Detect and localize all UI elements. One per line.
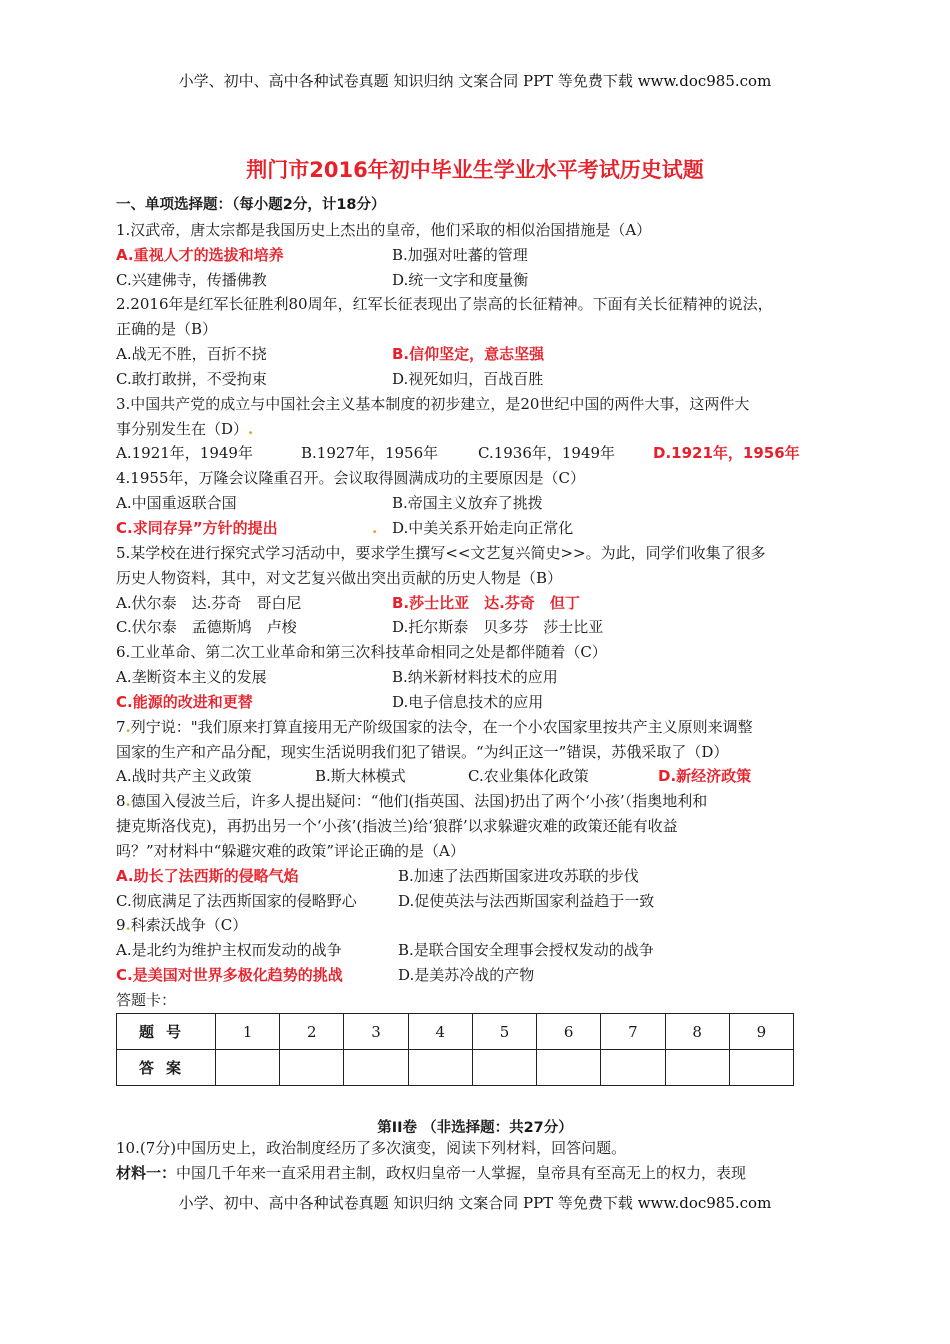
part-two-heading: 第II卷 （非选择题：共27分） (377, 1120, 573, 1136)
answer-card-number: 3 (344, 1014, 408, 1050)
option-4a: A.中国重返联合国 (116, 494, 237, 513)
option-8b: B.加速了法西斯国家进攻苏联的步伐 (398, 866, 639, 885)
question-3-options (116, 441, 836, 466)
question-7-options (116, 764, 836, 789)
option-1b: B.加强对吐蕃的管理 (392, 245, 528, 264)
page-footer: 小学、初中、高中各种试卷真题 知识归纳 文案合同 PPT 等免费下载 www.doc985.com (178, 1194, 772, 1212)
question-5-options-ab (116, 591, 836, 616)
question-2-options-ab (116, 342, 836, 367)
question-8-stem-end: 吗？”对材料中“躲避灾难的政策”评论正确的是（A） (116, 841, 465, 860)
answer-cell[interactable] (216, 1050, 280, 1086)
answer-card-number: 2 (280, 1014, 344, 1050)
material-label: 材料一： (116, 1163, 177, 1182)
question-2-options-cd (116, 367, 836, 392)
option-4b: B.帝国主义放弃了挑拨 (392, 494, 543, 513)
option-6d: D.电子信息技术的应用 (392, 692, 544, 711)
question-10-material (116, 1161, 846, 1186)
option-2c: C.敢打敢拼，不受拘束 (116, 369, 267, 388)
exam-title: 荆门市2016年初中毕业生学业水平考试历史试题 (246, 158, 704, 182)
option-1a: A.重视人才的选拔和培养 (116, 245, 284, 264)
option-6b: B.纳米新材料技术的应用 (392, 668, 558, 687)
option-1d: D.统一文字和度量衡 (392, 270, 529, 289)
option-7a: A.战时共产主义政策 (116, 767, 252, 786)
answer-cell[interactable] (408, 1050, 472, 1086)
option-2b: B.信仰坚定，意志坚强 (392, 345, 545, 364)
option-5a: A.伏尔泰 达.芬奇 哥白尼 (116, 593, 302, 612)
answer-card-table (116, 1013, 794, 1086)
option-1c: C.兴建佛寺，传播佛教 (116, 270, 267, 289)
question-7-stem-cont: 国家的生产和产品分配，现实生活说明我们犯了错误。“为纠正这一”错误，苏俄采取了（D） (116, 742, 729, 761)
mark-dot-icon: . (248, 419, 254, 438)
answer-card-answer-header: 答案 (117, 1050, 216, 1086)
question-8-stem-cont: 捷克斯洛伐克)，再扔出另一个‘小孩’(指波兰)给‘狼群’以求躲避灾难的政策还能有收益 (116, 817, 678, 836)
question-6-options-cd (116, 690, 836, 715)
question-4-options-cd (116, 516, 836, 541)
answer-card-number: 7 (601, 1014, 665, 1050)
question-3-stem-cont (116, 417, 836, 442)
answer-cell[interactable] (537, 1050, 601, 1086)
answer-cell[interactable] (601, 1050, 665, 1086)
option-3a: A.1921年，1949年 (116, 444, 253, 463)
question-5-stem: 5.某学校在进行探究式学习活动中，要求学生撰写<<文艺复兴简史>>。为此，同学们收集了很多 (116, 543, 766, 562)
section-one (116, 193, 836, 1013)
mark-dot-icon: . (125, 916, 131, 935)
question-3-stem-text: 事分别发生在（D） (116, 419, 249, 438)
question-7-stem (116, 715, 836, 740)
question-9-options-cd (116, 963, 836, 988)
option-5c: C.伏尔泰 孟德斯鸠 卢梭 (116, 618, 297, 637)
answer-card-number: 1 (216, 1014, 280, 1050)
option-3d: D.1921年，1956年 (653, 444, 800, 463)
question-7-text: 列宁说："我们原来打算直接用无产阶级国家的法令，在一个小农国家里按共产主义原则来调整 (130, 717, 753, 736)
question-5-options-cd (116, 615, 836, 640)
option-8a: A.助长了法西斯的侵略气焰 (116, 866, 299, 885)
answer-card-number: 4 (408, 1014, 472, 1050)
answer-card-number-header: 题号 (117, 1014, 216, 1050)
question-10 (116, 1136, 846, 1186)
option-4d: D.中美关系开始走向正常化 (392, 518, 574, 537)
question-9-stem (116, 913, 836, 938)
option-9c: C.是美国对世界多极化趋势的挑战 (116, 966, 343, 985)
mark-dot-icon: . (125, 792, 131, 811)
option-6a: A.垄断资本主义的发展 (116, 668, 267, 687)
question-2-stem: 2.2016年是红军长征胜利80周年，红军长征表现出了崇高的长征精神。下面有关长征精神的说法， (116, 295, 773, 314)
question-1-options-ab (116, 243, 836, 268)
question-2-stem-cont: 正确的是（B） (116, 320, 218, 339)
option-8d: D.促使英法与法西斯国家利益趋于一致 (398, 891, 655, 910)
question-7-number: 7 (116, 717, 126, 736)
question-6-stem: 6.工业革命、第二次工业革命和第三次科技革命相同之处是都伴随着（C） (116, 643, 607, 662)
answer-card-number: 5 (472, 1014, 536, 1050)
option-8c: C.彻底满足了法西斯国家的侵略野心 (116, 891, 357, 910)
answer-card-number-row (117, 1014, 794, 1050)
option-7d: D.新经济政策 (658, 767, 752, 786)
question-9-number: 9 (116, 916, 126, 935)
answer-cell[interactable] (344, 1050, 408, 1086)
answer-card-label: 答题卡： (116, 991, 177, 1009)
question-8-text: 德国入侵波兰后，许多人提出疑问：“他们(指英国、法国)扔出了两个‘小孩’（指奥地利和 (130, 792, 708, 811)
option-7c: C.农业集体化政策 (468, 767, 589, 786)
option-7b: B.斯大林模式 (315, 767, 406, 786)
question-9-options-ab (116, 938, 836, 963)
option-4c: C.求同存异”方针的提出 (116, 518, 278, 537)
question-3-stem: 3.中国共产党的成立与中国社会主义基本制度的初步建立，是20世纪中国的两件大事，这两件大 (116, 394, 750, 413)
section-heading: 一、单项选择题：（每小题2分，计18分） (116, 197, 386, 213)
question-1-options-cd (116, 268, 836, 293)
page-header: 小学、初中、高中各种试卷真题 知识归纳 文案合同 PPT 等免费下载 www.doc985.com (178, 72, 772, 90)
mark-dot-icon: . (125, 717, 131, 736)
answer-card-number: 8 (665, 1014, 729, 1050)
question-8-number: 8 (116, 792, 126, 811)
question-6-options-ab (116, 665, 836, 690)
question-8-options-ab (116, 864, 836, 889)
option-2a: A.战无不胜，百折不挠 (116, 345, 267, 364)
question-8-stem (116, 789, 836, 814)
mark-dot-icon: . (372, 518, 378, 537)
question-4-stem: 4.1955年，万隆会议隆重召开。会议取得圆满成功的主要原因是（C） (116, 469, 585, 488)
question-1-stem: 1.汉武帝，唐太宗都是我国历史上杰出的皇帝，他们采取的相似治国措施是（A） (116, 220, 652, 239)
option-2d: D.视死如归，百战百胜 (392, 369, 544, 388)
option-3b: B.1927年，1956年 (301, 444, 439, 463)
option-9d: D.是美苏冷战的产物 (398, 966, 535, 985)
option-9b: B.是联合国安全理事会授权发动的战争 (398, 941, 654, 960)
question-8-options-cd (116, 889, 836, 914)
question-10-stem: 10.(7分)中国历史上，政治制度经历了多次演变，阅读下列材料，回答问题。 (116, 1139, 627, 1157)
question-4-options-ab (116, 491, 836, 516)
option-3c: C.1936年，1949年 (478, 444, 616, 463)
option-5d: D.托尔斯泰 贝多芬 莎士比亚 (392, 618, 604, 637)
answer-cell[interactable] (280, 1050, 344, 1086)
answer-cell[interactable] (665, 1050, 729, 1086)
question-9-text: 科索沃战争（C） (130, 916, 248, 935)
question-5-stem-cont: 历史人物资料，其中，对文艺复兴做出突出贡献的历史人物是（B） (116, 568, 563, 587)
material-text: 中国几千年来一直采用君主制，政权归皇帝一人掌握，皇帝具有至高无上的权力，表现 (176, 1163, 747, 1182)
answer-cell[interactable] (729, 1050, 793, 1086)
option-6c: C.能源的改进和更替 (116, 692, 253, 711)
answer-card-answer-row (117, 1050, 794, 1086)
option-5b: B.莎士比亚 达.芬奇 但丁 (392, 593, 580, 612)
answer-cell[interactable] (472, 1050, 536, 1086)
option-9a: A.是北约为维护主权而发动的战争 (116, 941, 342, 960)
answer-card-number: 6 (537, 1014, 601, 1050)
answer-card-number: 9 (729, 1014, 793, 1050)
